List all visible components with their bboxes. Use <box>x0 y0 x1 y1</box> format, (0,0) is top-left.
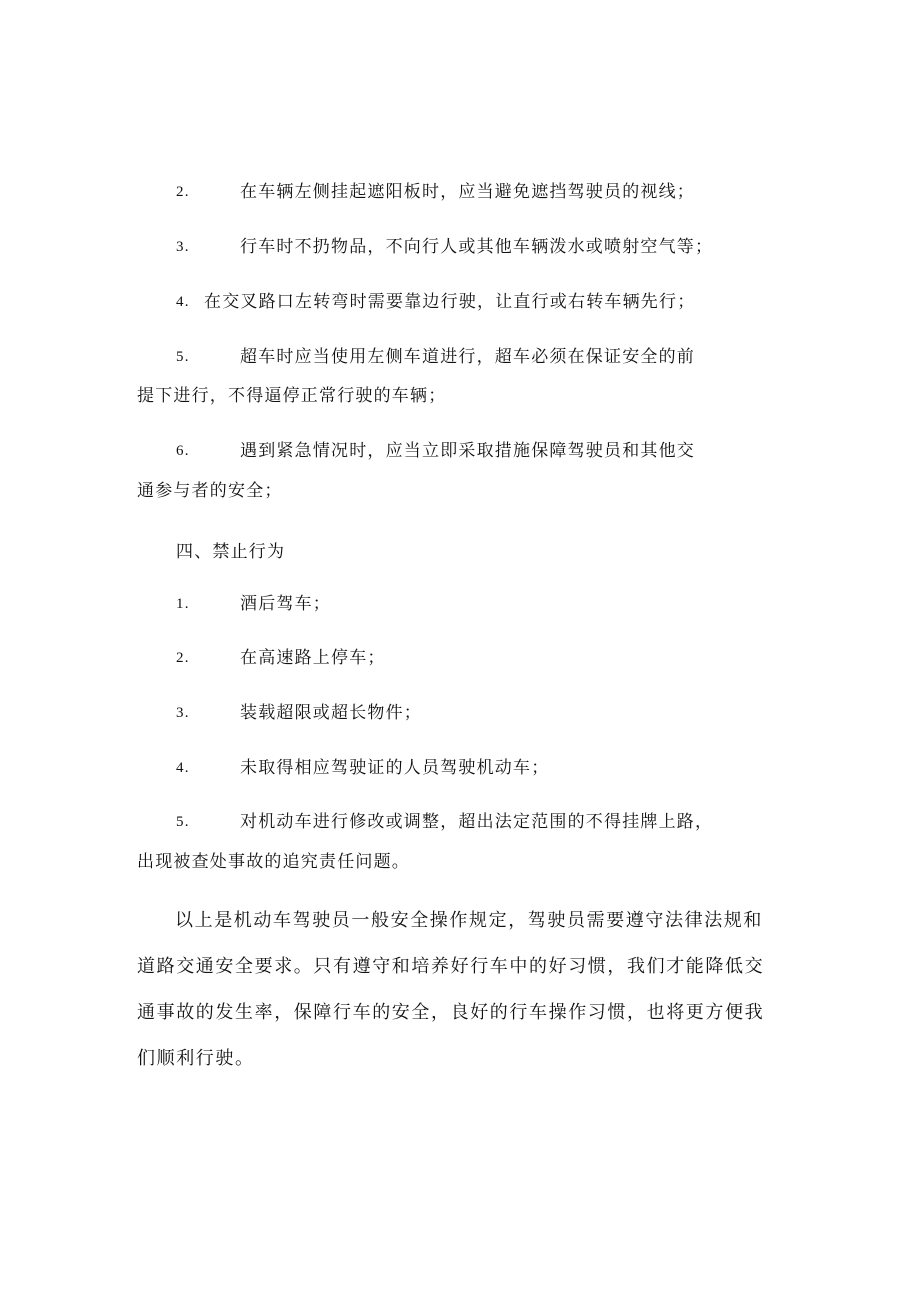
item-number: 3. <box>176 239 190 255</box>
paragraph-line: 们顺利行驶。 <box>137 1048 255 1069</box>
paragraph-line: 以上是机动车驾驶员一般安全操作规定，驾驶员需要遵守法律法规和 <box>175 910 763 931</box>
item-number: 2. <box>176 184 190 200</box>
item-number: 5. <box>176 814 190 830</box>
item-text: 遇到紧急情况时，应当立即采取措施保障驾驶员和其他交 <box>240 441 695 461</box>
item-text-continued: 通参与者的安全； <box>137 481 283 501</box>
item-text: 在车辆左侧挂起遮阳板时，应当避免遮挡驾驶员的视线； <box>240 182 695 202</box>
paragraph-line: 通事故的发生率，保障行车的安全，良好的行车操作习惯，也将更方便我 <box>137 1002 765 1023</box>
item-text-continued: 出现被查处事故的追究责任问题。 <box>137 852 410 872</box>
paragraph-line: 道路交通安全要求。只有遵守和培养好行车中的好习惯，我们才能降低交 <box>137 956 765 977</box>
conclusion-paragraph <box>137 898 787 1082</box>
item-text: 酒后驾车； <box>240 594 331 614</box>
item-number: 4. <box>176 760 190 776</box>
item-text: 超车时应当使用左侧车道进行，超车必须在保证安全的前 <box>240 347 695 367</box>
item-number: 6. <box>176 443 190 459</box>
item-number: 4. <box>176 294 190 310</box>
item-text: 行车时不扔物品，不向行人或其他车辆泼水或喷射空气等； <box>240 237 714 257</box>
item-text: 在高速路上停车； <box>240 648 386 668</box>
item-text: 未取得相应驾驶证的人员驾驶机动车； <box>240 758 550 778</box>
item-text: 装载超限或超长物件； <box>240 703 422 723</box>
item-number: 1. <box>176 596 190 612</box>
item-text: 在交叉路口左转弯时需要靠边行驶，让直行或右转车辆先行； <box>204 292 696 312</box>
section-heading: 四、禁止行为 <box>176 542 286 562</box>
item-number: 2. <box>176 650 190 666</box>
item-number: 5. <box>176 349 190 365</box>
item-number: 3. <box>176 705 190 721</box>
item-text: 对机动车进行修改或调整，超出法定范围的不得挂牌上路， <box>240 812 714 832</box>
item-text-continued: 提下进行，不得逼停正常行驶的车辆； <box>137 386 447 406</box>
